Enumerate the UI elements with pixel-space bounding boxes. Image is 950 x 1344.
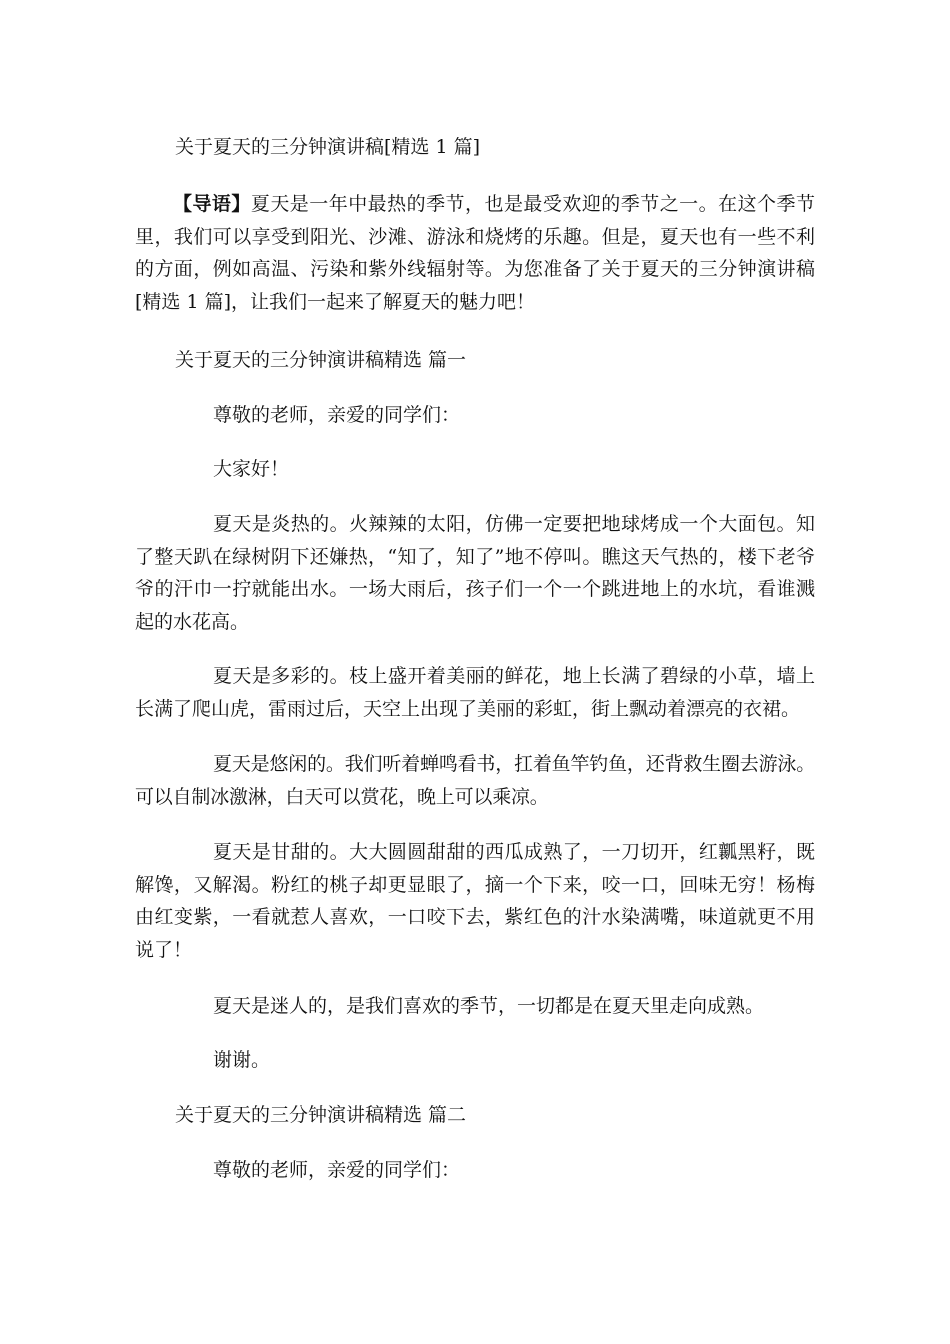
paragraph-4: 夏天是甘甜的。大大圆圆甜甜的西瓜成熟了，一刀切开，红瓤黑籽，既解馋，又解渴。粉红的桃子却更显眼了，摘一个下来，咬一口，回味无穷！杨梅由红变紫，一看就惹人喜欢，一口咬下去，紫红色的汁水染满嘴，味道就更不用说了！ bbox=[135, 841, 815, 961]
paragraph-2: 夏天是多彩的。枝上盛开着美丽的鲜花，地上长满了碧绿的小草，墙上长满了爬山虎，雷雨过后，天空上出现了美丽的彩虹，街上飘动着漂亮的衣裙。 bbox=[135, 665, 815, 720]
closing-1: 谢谢。 bbox=[213, 1049, 271, 1071]
intro-text: 夏天是一年中最热的季节，也是最受欢迎的季节之一。在这个季节里，我们可以享受到阳光、沙滩、游泳和烧烤的乐趣。但是，夏天也有一些不利的方面，例如高温、污染和紫外线辐射等。为您准备了关于夏天的三分钟演讲稿[精选 1 篇]，让我们一起来了解夏天的魅力吧！ bbox=[135, 193, 815, 313]
intro-paragraph bbox=[135, 188, 815, 318]
paragraph-3: 夏天是悠闲的。我们听着蝉鸣看书，扛着鱼竿钓鱼，还背救生圈去游泳。可以自制冰激淋，白天可以赏花，晚上可以乘凉。 bbox=[135, 753, 815, 808]
intro-label: 【导语】 bbox=[173, 193, 251, 215]
salutation-2: 尊敬的老师，亲爱的同学们： bbox=[213, 1159, 461, 1181]
document-title: 关于夏天的三分钟演讲稿[精选 1 篇] bbox=[175, 136, 480, 158]
greeting-1: 大家好！ bbox=[213, 458, 290, 480]
section-heading-1: 关于夏天的三分钟演讲稿精选 篇一 bbox=[175, 349, 467, 371]
section-heading-2: 关于夏天的三分钟演讲稿精选 篇二 bbox=[175, 1104, 467, 1126]
salutation-1: 尊敬的老师，亲爱的同学们： bbox=[213, 404, 461, 426]
paragraph-5: 夏天是迷人的，是我们喜欢的季节，一切都是在夏天里走向成熟。 bbox=[213, 995, 765, 1017]
paragraph-1: 夏天是炎热的。火辣辣的太阳，仿佛一定要把地球烤成一个大面包。知了整天趴在绿树阴下还嫌热，“知了，知了”地不停叫。瞧这天气热的，楼下老爷爷的汗巾一拧就能出水。一场大雨后，孩子们一个一个跳进地上的水坑，看谁溅起的水花高。 bbox=[135, 513, 815, 633]
